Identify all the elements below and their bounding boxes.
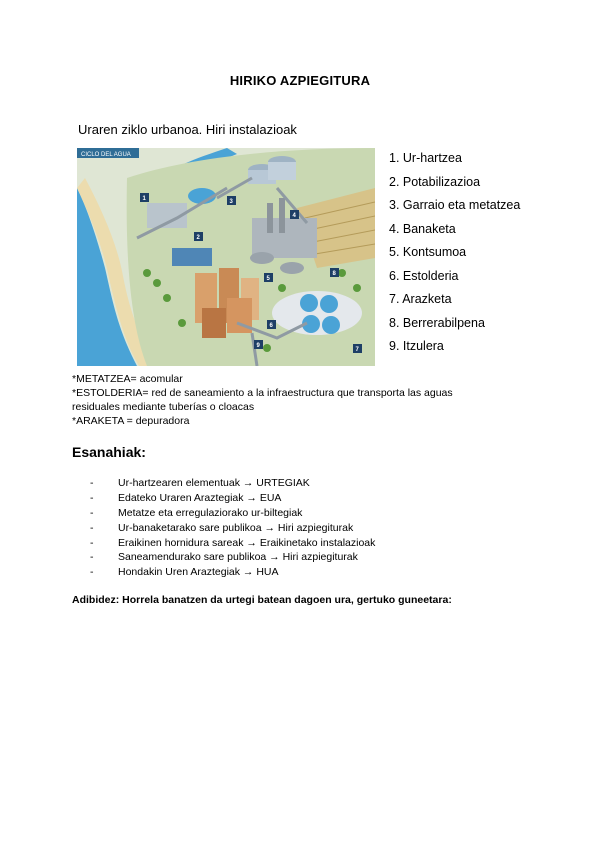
glossary-notes	[72, 372, 512, 428]
list-item	[90, 565, 375, 580]
list-item	[90, 550, 375, 565]
marker-8: 8	[332, 271, 336, 277]
marker-1: 1	[142, 196, 146, 202]
definition-text: Hondakin Uren Araztegiak → HUA	[118, 566, 279, 579]
list-item	[90, 476, 375, 491]
bullet-dash: -	[90, 506, 94, 519]
list-item	[90, 521, 375, 536]
illustration-label: CICLO DEL AGUA	[81, 152, 131, 158]
bullet-dash: -	[90, 551, 94, 564]
note-line: residuales mediante tuberías o cloacas	[72, 401, 255, 413]
legend-item: 9. Itzulera	[389, 339, 444, 353]
definition-text: Edateko Uraren Araztegiak → EUA	[118, 491, 282, 504]
legend-item: 2. Potabilizazioa	[389, 174, 481, 189]
list-item	[90, 536, 375, 551]
legend-item: 3. Garraio eta metatzea	[389, 198, 521, 212]
legend-item: 8. Berrerabilpena	[389, 315, 485, 330]
marker-5: 5	[266, 276, 270, 282]
bullet-dash: -	[90, 521, 94, 534]
marker-3: 3	[229, 199, 233, 205]
list-item	[90, 491, 375, 506]
example-text: Adibidez: Horrela banatzen da urtegi batean dagoen ura, gertuko guneetara:	[72, 594, 452, 606]
legend-item: 5. Kontsumoa	[389, 245, 467, 259]
list-item	[90, 506, 375, 521]
definition-text: Ur-hartzearen elementuak → URTEGIAK	[118, 477, 310, 489]
definitions-list	[90, 476, 375, 580]
legend-item: 6. Estolderia	[389, 268, 459, 283]
page-title: HIRIKO AZPIEGITURA	[229, 73, 371, 88]
bullet-dash: -	[90, 477, 94, 489]
marker-6: 6	[269, 323, 273, 329]
definition-text: Metatze eta erregulaziorako ur-biltegiak	[118, 506, 303, 519]
bullet-dash: -	[90, 536, 94, 549]
legend-list	[389, 151, 520, 363]
legend-item: 4. Banaketa	[389, 221, 456, 236]
marker-4: 4	[292, 213, 296, 219]
marker-7: 7	[355, 347, 359, 353]
bullet-dash: -	[90, 566, 94, 579]
water-cycle-illustration	[77, 148, 375, 366]
legend-item: 7. Arazketa	[389, 292, 452, 306]
bullet-dash: -	[90, 491, 94, 504]
marker-2: 2	[196, 235, 200, 241]
note-line: *METATZEA= acomular	[72, 373, 183, 385]
section-heading: Esanahiak:	[72, 444, 146, 460]
marker-9: 9	[256, 343, 260, 349]
note-line: *ARAKETA = depuradora	[72, 415, 190, 427]
definition-text: Saneamendurako sare publikoa → Hiri azpiegiturak	[118, 551, 358, 564]
definition-text: Ur-banaketarako sare publikoa → Hiri azpiegiturak	[118, 521, 354, 534]
figure-subtitle: Uraren ziklo urbanoa. Hiri instalazioak	[78, 122, 297, 137]
legend-item: 1. Ur-hartzea	[389, 151, 462, 165]
note-line: *ESTOLDERIA= red de saneamiento a la infraestructura que transporta las aguas	[72, 387, 453, 399]
definition-text: Eraikinen hornidura sareak → Eraikinetako instalazioak	[118, 536, 376, 549]
